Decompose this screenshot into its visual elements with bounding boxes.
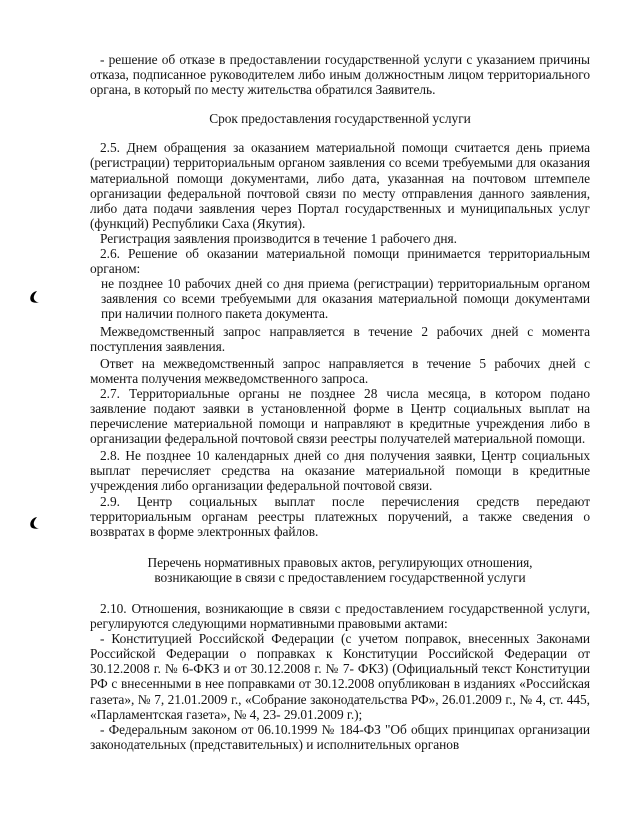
section-heading-acts [90,555,590,585]
crescent-mark-icon [28,516,40,530]
paragraph-interagency-request: Межведомственный запрос направляется в течение 2 рабочих дней с момента поступления заявления. [90,323,590,354]
paragraph-2-6-detail: не позднее 10 рабочих дней со дня приема (регистрации) территориальным органом заявления со всеми требуемыми для оказания материальной помощи документами при наличии полного пакета документа. [101,276,590,322]
section-heading-term: Срок предоставления государственной услуги [209,111,471,127]
document-page [90,52,590,752]
paragraph-interagency-answer: Ответ на межведомственный запрос направляется в течение 5 рабочих дней с момента получения межведомственного запроса. [90,355,590,386]
paragraph-2-8: 2.8. Не позднее 10 календарных дней со дня получения заявки, Центр социальных выплат перечисляет средства на оказание материальной помощи в кредитные учреждения либо организации федеральной почтовой связи. [90,448,590,494]
paragraph-2-10: 2.10. Отношения, возникающие в связи с предоставлением государственной услуги, регулируются следующими нормативными правовыми актами: [90,601,590,632]
intro-paragraph: - решение об отказе в предоставлении государственной услуги с указанием причины отказа, подписанное руководителем либо иным должностным лицом территориального органа, в который по месту жительства обратился Заявитель. [90,52,590,98]
paragraph-2-5: 2.5. Днем обращения за оказанием материальной помощи считается день приема (регистрации) территориальным органом заявления со всеми требуемыми для оказания материальной помощи документами, либо дата, указанная на почтовом штемпеле организации федеральной почтовой связи по месту отправления данного заявления, либо дата подачи заявления через Портал государственных и муниципальных услуг (функций) Республики Саха (Якутия). [90,140,590,231]
paragraph-2-9: 2.9. Центр социальных выплат после перечисления средств передают территориальным органам реестры платежных поручений, а также сведения о возвратах в форме электронных файлов. [90,493,590,539]
paragraph-2-7: 2.7. Территориальные органы не позднее 28 числа месяца, в котором подано заявление подают заявки в установленной форме в Центр социальных выплат на перечисление материальной помощи и направляют в кредитные учреждения либо в организации федеральной почтовой связи реестры получателей материальной помощи. [90,385,590,447]
paragraph-registration: Регистрация заявления производится в течение 1 рабочего дня. [100,230,457,246]
section-heading-acts-line2: возникающие в связи с предоставлением государственной услуги [154,569,526,585]
section-heading-acts-line1: Перечень нормативных правовых актов, регулирующих отношения, [147,554,533,570]
paragraph-constitution: - Конституцией Российской Федерации (с учетом поправок, внесенных Законами Российской Федерации о поправках к Конституции Российской Федерации от 30.12.2008 г. № 6-ФКЗ и от 30.12.2008 г. № 7- ФКЗ) (Официальный текст Конституции РФ с внесенными в нее поправками от 30.12.2008 опубликован в изданиях «Российская газета», № 7, 21.01.2009 г., «Собрание законодательства РФ», 26.01.2009 г., № 4, ст. 445, «Парламентская газета», № 4, 23- 29.01.2009 г.); [90,631,590,722]
paragraph-2-6: 2.6. Решение об оказании материальной помощи принимается территориальным органом: [90,246,590,277]
paragraph-federal-law: - Федеральным законом от 06.10.1999 № 184-ФЗ "Об общих принципах организации законодательных (представительных) и исполнительных органов [90,721,590,752]
crescent-mark-icon [28,290,40,304]
